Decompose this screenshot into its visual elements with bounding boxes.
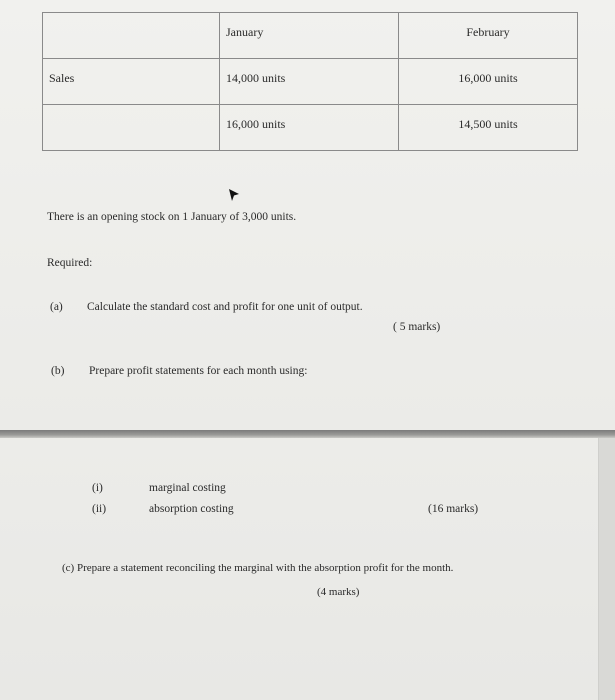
- row-label: [43, 105, 220, 151]
- part-b-label: (b): [51, 365, 65, 377]
- part-c-marks: (4 marks): [317, 586, 360, 598]
- sales-table: [42, 12, 578, 151]
- row-label: Sales: [43, 59, 220, 105]
- part-b-i-label: (i): [92, 482, 103, 494]
- part-b-ii-text: absorption costing: [149, 503, 234, 515]
- header-cell-empty: [43, 13, 220, 59]
- part-a-label: (a): [50, 301, 63, 313]
- part-a-marks: ( 5 marks): [393, 321, 441, 333]
- page-divider: [0, 430, 615, 438]
- table-row: [43, 59, 578, 105]
- table-row: [43, 105, 578, 151]
- january-production: 16,000 units: [220, 105, 399, 151]
- part-c-text: (c) Prepare a statement reconciling the marginal with the absorption profit for the month.: [62, 562, 454, 574]
- required-heading: Required:: [47, 257, 93, 269]
- february-sales: 16,000 units: [399, 59, 578, 105]
- part-a-text: Calculate the standard cost and profit for one unit of output.: [87, 301, 363, 313]
- part-b-text: Prepare profit statements for each month using:: [89, 365, 308, 377]
- mouse-pointer-icon: [228, 188, 240, 202]
- page-edge: [598, 438, 615, 700]
- part-b-marks: (16 marks): [428, 503, 479, 515]
- table-header-row: [43, 13, 578, 59]
- opening-stock-text: There is an opening stock on 1 January of 3,000 units.: [47, 211, 297, 223]
- header-cell-january: January: [220, 13, 399, 59]
- january-sales: 14,000 units: [220, 59, 399, 105]
- header-cell-february: February: [399, 13, 578, 59]
- part-b-i-text: marginal costing: [149, 482, 226, 494]
- part-b-ii-label: (ii): [92, 503, 107, 515]
- february-production: 14,500 units: [399, 105, 578, 151]
